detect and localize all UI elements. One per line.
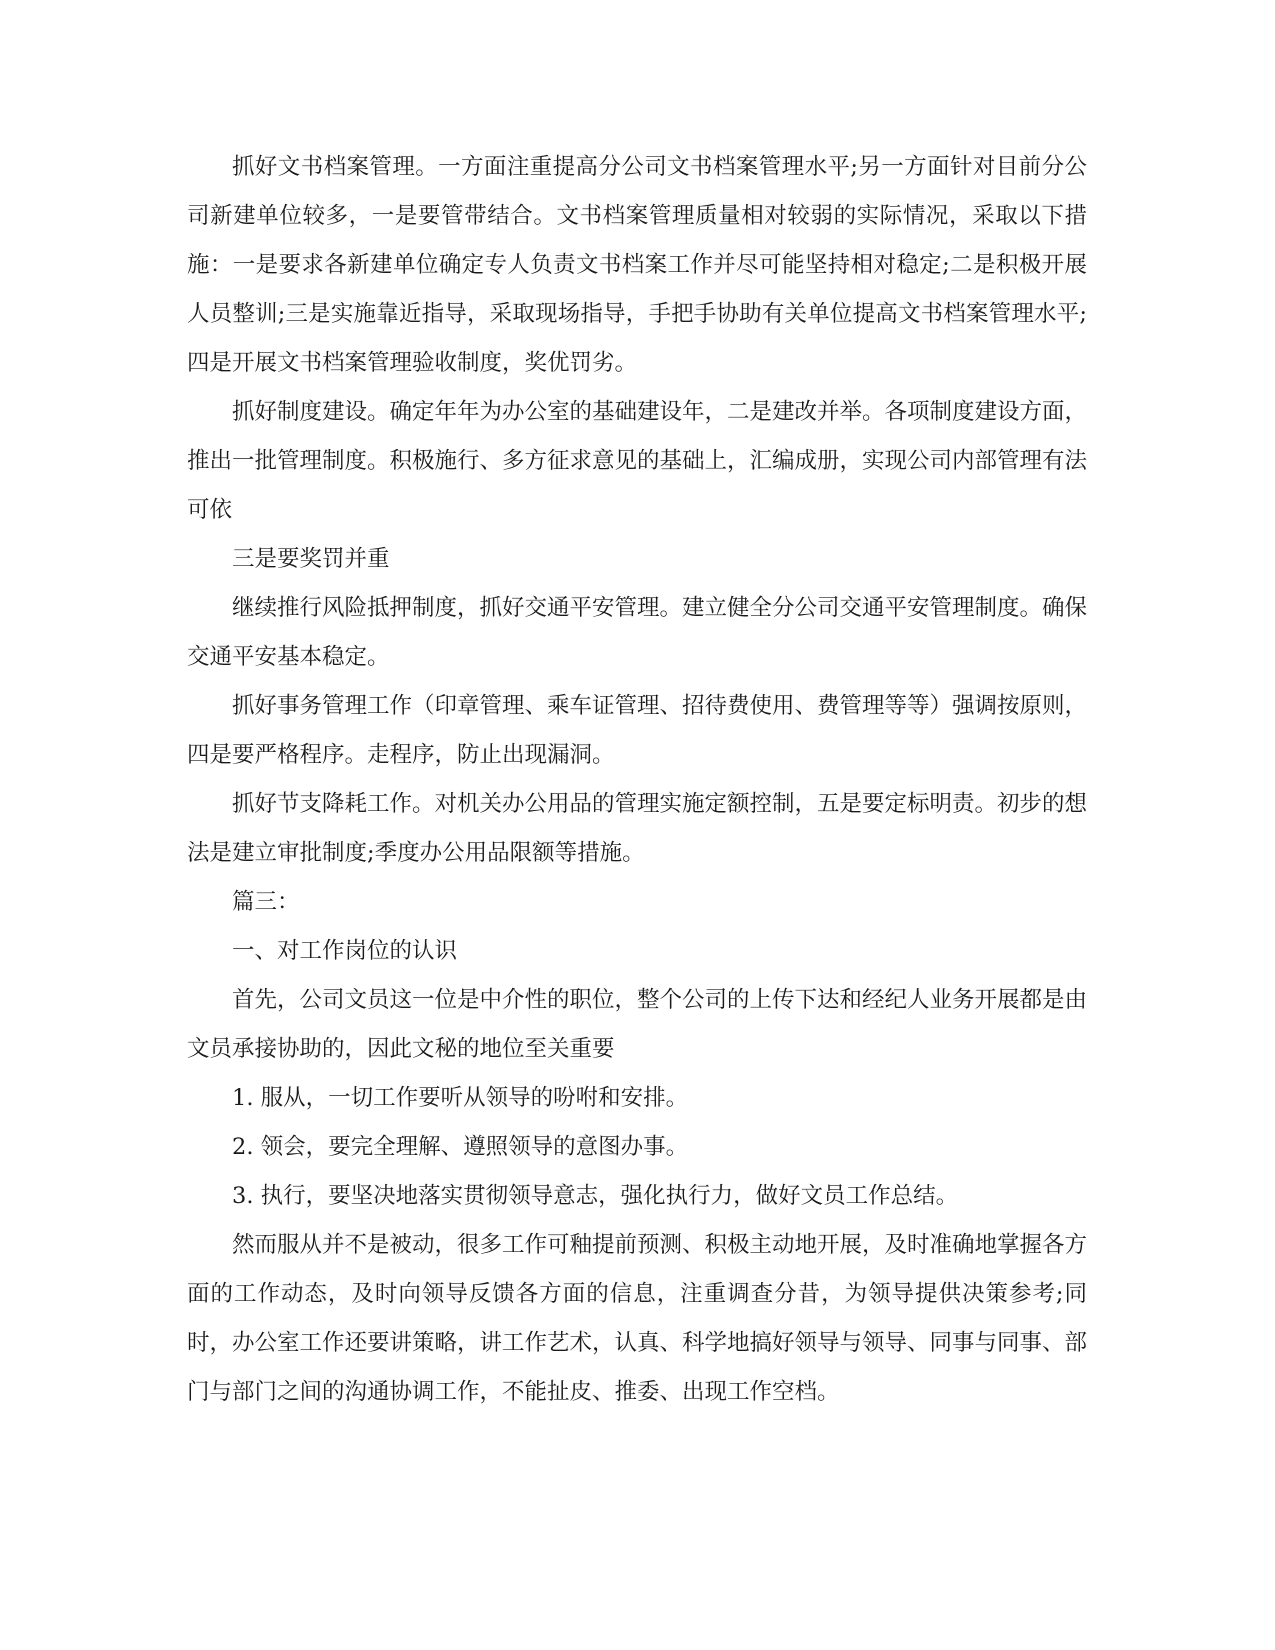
paragraph: 抓好文书档案管理。一方面注重提高分公司文书档案管理水平;另一方面针对目前分公司新建单位较多，一是要管带结合。文书档案管理质量相对较弱的实际情况，采取以下措施：一是要求各新建单位确定专人负责文书档案工作并尽可能坚持相对稳定;二是积极开展人员整训;三是实施靠近指导，采取现场指导，手把手协助有关单位提高文书档案管理水平;四是开展文书档案管理验收制度，奖优罚劣。 xyxy=(187,154,1087,376)
document-body xyxy=(187,143,1087,1417)
list-item: 2. 领会，要完全理解、遵照领导的意图办事。 xyxy=(232,1134,689,1160)
paragraph: 抓好节支降耗工作。对机关办公用品的管理实施定额控制，五是要定标明责。初步的想法是建立审批制度;季度办公用品限额等措施。 xyxy=(187,791,1088,866)
paragraph: 继续推行风险抵押制度，抓好交通平安管理。建立健全分公司交通平安管理制度。确保交通平安基本稳定。 xyxy=(187,595,1088,670)
paragraph: 然而服从并不是被动，很多工作可釉提前预测、积极主动地开展，及时准确地掌握各方面的工作动态，及时向领导反馈各方面的信息，注重调查分昔，为领导提供决策参考;同时，办公室工作还要讲策略，讲工作艺术，认真、科学地搞好领导与领导、同事与同事、部门与部门之间的沟通协调工作，不能扯皮、推委、出现工作空档。 xyxy=(187,1232,1088,1405)
paragraph: 首先，公司文员这一位是中介性的职位，整个公司的上传下达和经纪人业务开展都是由文员承接协助的，因此文秘的地位至关重要 xyxy=(187,987,1088,1062)
paragraph: 三是要奖罚并重 xyxy=(232,546,390,572)
paragraph: 抓好制度建设。确定年年为办公室的基础建设年，二是建改并举。各项制度建设方面，推出一批管理制度。积极施行、多方征求意见的基础上，汇编成册，实现公司内部管理有法可依 xyxy=(187,399,1088,523)
list-item: 1. 服从，一切工作要听从领导的吩咐和安排。 xyxy=(232,1085,689,1111)
list-item: 3. 执行，要坚决地落实贯彻领导意志，强化执行力，做好文员工作总结。 xyxy=(232,1183,959,1209)
section-heading: 篇三： xyxy=(232,889,300,915)
paragraph: 抓好事务管理工作（印章管理、乘车证管理、招待费使用、费管理等等）强调按原则，四是要严格程序。走程序，防止出现漏洞。 xyxy=(187,693,1088,768)
subsection-heading: 一、对工作岗位的认识 xyxy=(232,938,458,964)
